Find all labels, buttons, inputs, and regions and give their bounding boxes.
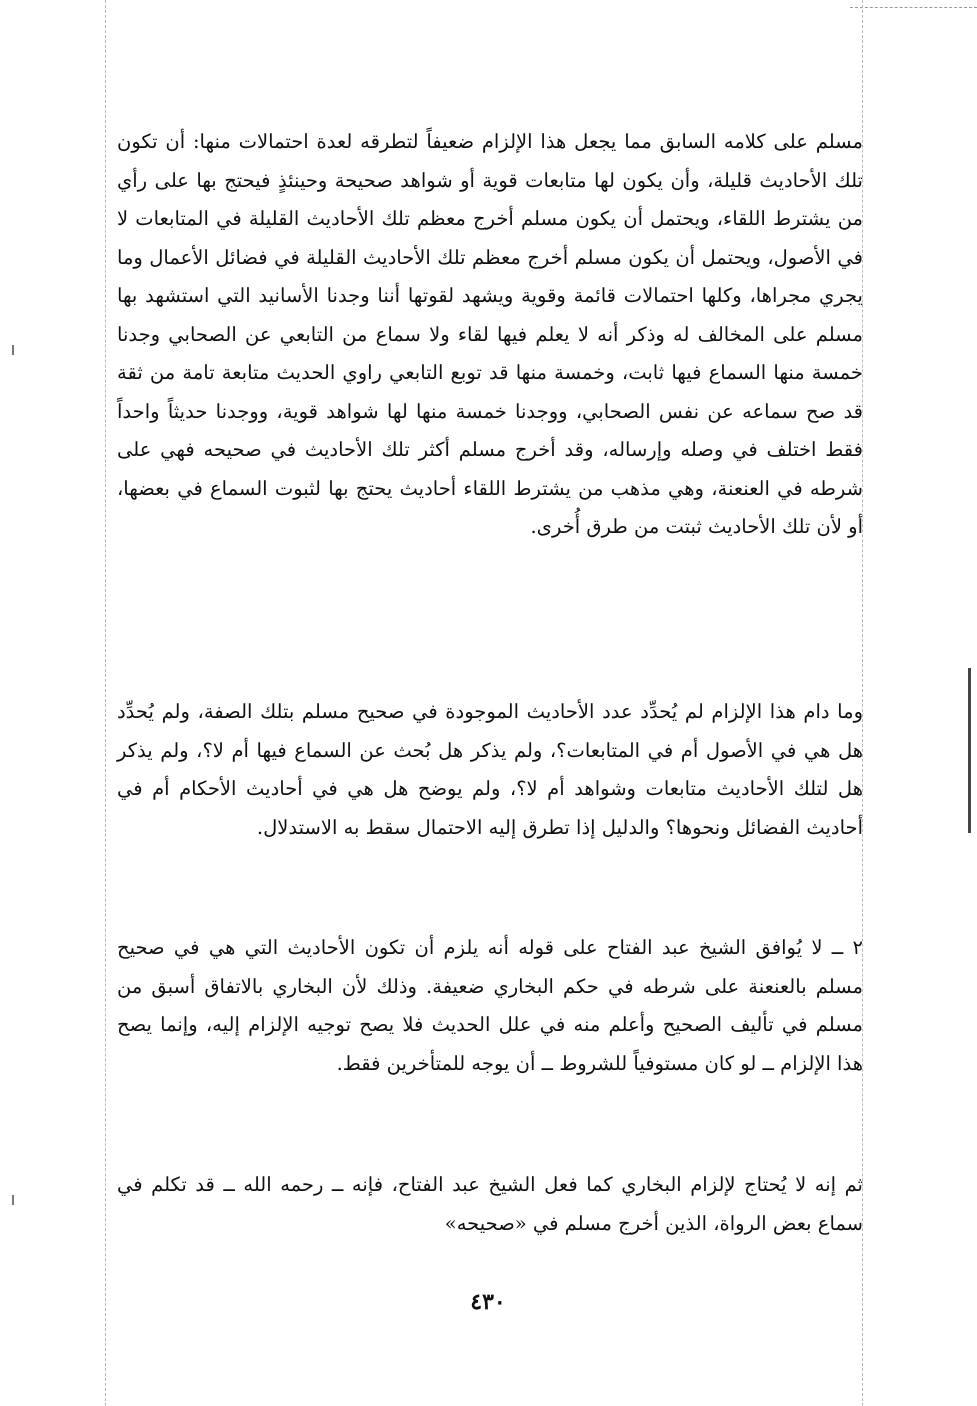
paragraph-2 (117, 693, 863, 847)
paragraph-4 (117, 1166, 863, 1243)
left-scan-tick (12, 1195, 14, 1205)
top-scan-rule (850, 7, 977, 8)
paragraph-text: مسلم على كلامه السابق مما يجعل هذا الإلزام ضعيفاً لتطرقه لعدة احتمالات منها: أن تكون تلك الأحاديث قليلة، وأن يكون لها متابعات قوية أو شواهد صحيحة وحينئذٍ فيحتج بها على رأي من يشترط اللقاء، ويحتمل أن يكون مسلم أخرج معظم تلك الأحاديث القليلة في المتابعات لا في الأصول، ويحتمل أن يكون مسلم أخرج معظم تلك الأحاديث القليلة في فضائل الأعمال وما يجري مجراها، وكلها احتمالات قائمة وقوية ويشهد لقوتها أننا وجدنا الأسانيد التي استشهد بها مسلم على المخالف له وذكر أنه لا يعلم فيها لقاء ولا سماع من التابعي عن الصحابي وجدنا خمسة منها السماع فيها ثابت، وخمسة منها قد توبع التابعي راوي الحديث متابعة تامة من ثقة قد صح سماعه عن نفس الصحابي، ووجدنا خمسة منها لها شواهد قوية، ووجدنا حديثاً واحداً فقط اختلف في وصله وإرساله، وقد أخرج مسلم أكثر تلك الأحاديث في صحيحه فهي على شرطه في العنعنة، وهي مذهب من يشترط اللقاء أحاديث يحتج بها لثبوت السماع في بعضها، أو لأن تلك الأحاديث ثبتت من طرق أُخرى. (117, 130, 863, 538)
paragraph-text: وما دام هذا الإلزام لم يُحدِّد عدد الأحاديث الموجودة في صحيح مسلم بتلك الصفة، ولم يُحدِّد هل هي في الأصول أم في المتابعات؟، ولم يذكر هل بُحث عن السماع فيها أم لا؟، ولم يذكر هل لتلك الأحاديث متابعات وشواهد أم لا؟، ولم يوضح هل هي في أحاديث الأحكام أم في أحاديث الفضائل ونحوها؟ والدليل إذا تطرق إليه الاحتمال سقط به الاستدلال. (117, 700, 863, 839)
left-scan-tick (12, 345, 14, 355)
paragraph-3 (117, 929, 863, 1083)
left-scan-gutter (105, 0, 106, 1406)
page-number: ٤٣٠ (470, 1289, 506, 1315)
paragraph-text: ثم إنه لا يُحتاج لإلزام البخاري كما فعل الشيخ عبد الفتاح، فإنه ــ رحمه الله ــ قد تكلم في سماع بعض الرواة، الذين أخرج مسلم في «صحيحه» (117, 1173, 863, 1235)
paragraph-text: ٢ ــ لا يُوافق الشيخ عبد الفتاح على قوله أنه يلزم أن تكون الأحاديث التي هي في صحيح مسلم بالعنعنة على شرطه في حكم البخاري ضعيفة. وذلك لأن البخاري بالاتفاق أسبق من مسلم في تأليف الصحيح وأعلم منه في علل الحديث فلا يصح توجيه الإلزام إليه، وإنما يصح هذا الإلزام ــ لو كان مستوفياً للشروط ــ أن يوجه للمتأخرين فقط. (117, 936, 863, 1075)
paragraph-1 (117, 123, 863, 547)
right-edge-scan-mark (968, 668, 971, 833)
